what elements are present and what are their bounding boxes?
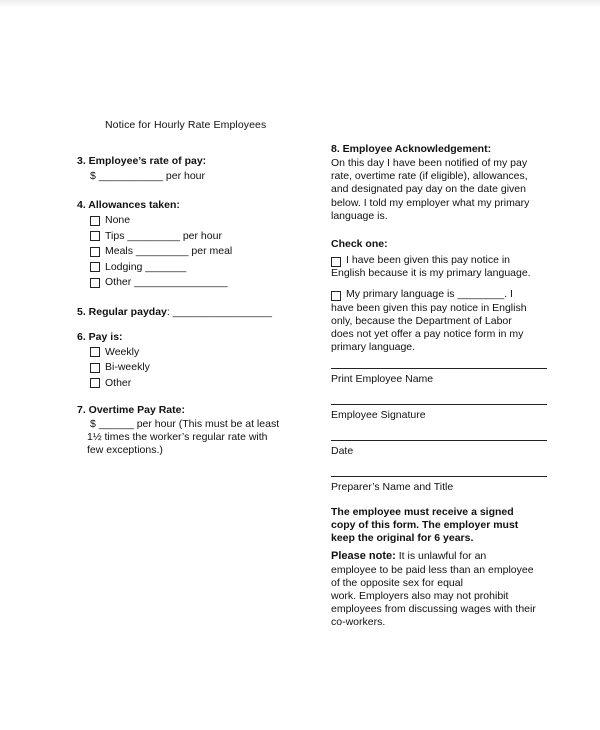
option-text: only, because the Department of Labor xyxy=(331,314,512,327)
option-english-primary[interactable] xyxy=(331,254,556,280)
option-label: Meals _________ per meal xyxy=(105,245,233,257)
date-label: Date xyxy=(331,445,354,458)
signature-line[interactable] xyxy=(331,404,547,405)
section-heading: 4. Allowances taken: xyxy=(77,199,180,211)
notice-line: The employee must receive a signed xyxy=(331,506,514,519)
section-heading: 5. Regular payday xyxy=(77,305,167,318)
notice-line: keep the original for 6 years. xyxy=(331,532,474,545)
allowance-meals[interactable] xyxy=(77,244,317,260)
notice-line: copy of this form. The employer must xyxy=(331,519,519,532)
ack-line: language is. xyxy=(331,209,388,222)
overtime-line: 1½ times the worker’s regular rate with xyxy=(87,431,268,444)
allowance-none[interactable] xyxy=(77,213,317,229)
please-note-line: employees from discussing wages with their xyxy=(331,603,536,616)
allowance-tips[interactable] xyxy=(77,229,317,245)
section-rate-of-pay xyxy=(77,154,317,184)
checkbox[interactable] xyxy=(90,378,100,388)
allowance-lodging[interactable] xyxy=(77,260,317,276)
section-regular-payday xyxy=(77,305,317,320)
checkbox[interactable] xyxy=(90,363,100,373)
checkbox[interactable] xyxy=(90,216,100,226)
please-note-line: work. Employers also may not prohibit xyxy=(331,590,509,603)
print-name-line[interactable] xyxy=(331,368,547,369)
checkbox[interactable] xyxy=(331,291,341,301)
option-text: does not yet offer a pay notice form in my xyxy=(331,328,524,341)
checkbox[interactable] xyxy=(90,247,100,257)
option-label: Bi-weekly xyxy=(105,361,150,373)
pay-weekly[interactable] xyxy=(77,345,317,361)
preparer-label: Preparer’s Name and Title xyxy=(331,481,454,494)
pay-biweekly[interactable] xyxy=(77,360,317,376)
section-pay-frequency xyxy=(77,330,317,392)
option-label: Other ________________ xyxy=(105,276,228,288)
section-acknowledgement xyxy=(331,142,556,223)
ack-line: and designated pay day on the date given xyxy=(331,183,526,196)
print-name-label: Print Employee Name xyxy=(331,373,434,386)
right-column xyxy=(331,142,556,630)
ack-line: rate, overtime rate (if eligible), allowances, xyxy=(331,170,528,183)
please-note xyxy=(331,550,556,629)
left-column xyxy=(77,154,317,458)
ack-line: On this day I have been notified of my pay xyxy=(331,157,528,169)
option-text: have been given this pay notice in English xyxy=(331,301,527,314)
overtime-line: few exceptions.) xyxy=(87,444,163,457)
pay-other[interactable] xyxy=(77,376,317,392)
section-heading: 7. Overtime Pay Rate: xyxy=(77,404,185,416)
option-text: I have been given this pay notice in xyxy=(346,254,511,267)
ack-line: below. I told my employer what my primary xyxy=(331,196,530,209)
payday-field[interactable]: : _________________ xyxy=(166,305,272,318)
overtime-line[interactable]: $ ______ per hour (This must be at least xyxy=(90,418,280,430)
option-label: Tips _________ per hour xyxy=(105,229,222,242)
please-note-line: of the opposite sex for equal xyxy=(331,576,463,589)
option-label: None xyxy=(105,214,131,226)
section-overtime xyxy=(77,403,317,458)
please-note-line: employee to be paid less than an employee xyxy=(331,563,534,576)
section-allowances xyxy=(77,198,317,291)
document-title: Notice for Hourly Rate Employees xyxy=(105,119,267,131)
option-label: Weekly xyxy=(105,345,140,358)
checkbox[interactable] xyxy=(331,257,341,267)
checkbox[interactable] xyxy=(90,231,100,241)
option-label: Lodging _______ xyxy=(105,260,187,273)
option-text: primary language. xyxy=(331,341,416,354)
signature-label: Employee Signature xyxy=(331,409,426,422)
allowance-other[interactable] xyxy=(77,275,317,291)
option-other-language[interactable] xyxy=(331,288,556,354)
page-top-edge xyxy=(0,0,600,8)
section-heading: 8. Employee Acknowledgement: xyxy=(331,143,492,155)
checkbox[interactable] xyxy=(90,347,100,357)
checkbox[interactable] xyxy=(90,262,100,272)
please-note-line: co-workers. xyxy=(331,616,386,629)
option-label: Other xyxy=(105,376,132,389)
rate-of-pay-field[interactable]: $ ___________ per hour xyxy=(90,170,206,182)
preparer-line[interactable] xyxy=(331,476,547,477)
check-one-heading: Check one: xyxy=(331,238,388,251)
retention-notice xyxy=(331,506,556,545)
option-text: My primary language is ________. I xyxy=(346,288,513,301)
please-note-label: Please note: xyxy=(331,550,396,563)
section-heading: 6. Pay is: xyxy=(77,330,123,343)
please-note-line: It is unlawful for an xyxy=(395,550,487,563)
signature-block xyxy=(331,368,556,494)
section-heading: 3. Employee’s rate of pay: xyxy=(77,155,207,167)
checkbox[interactable] xyxy=(90,278,100,288)
date-line[interactable] xyxy=(331,440,547,441)
option-text: English because it is my primary language. xyxy=(331,267,531,280)
